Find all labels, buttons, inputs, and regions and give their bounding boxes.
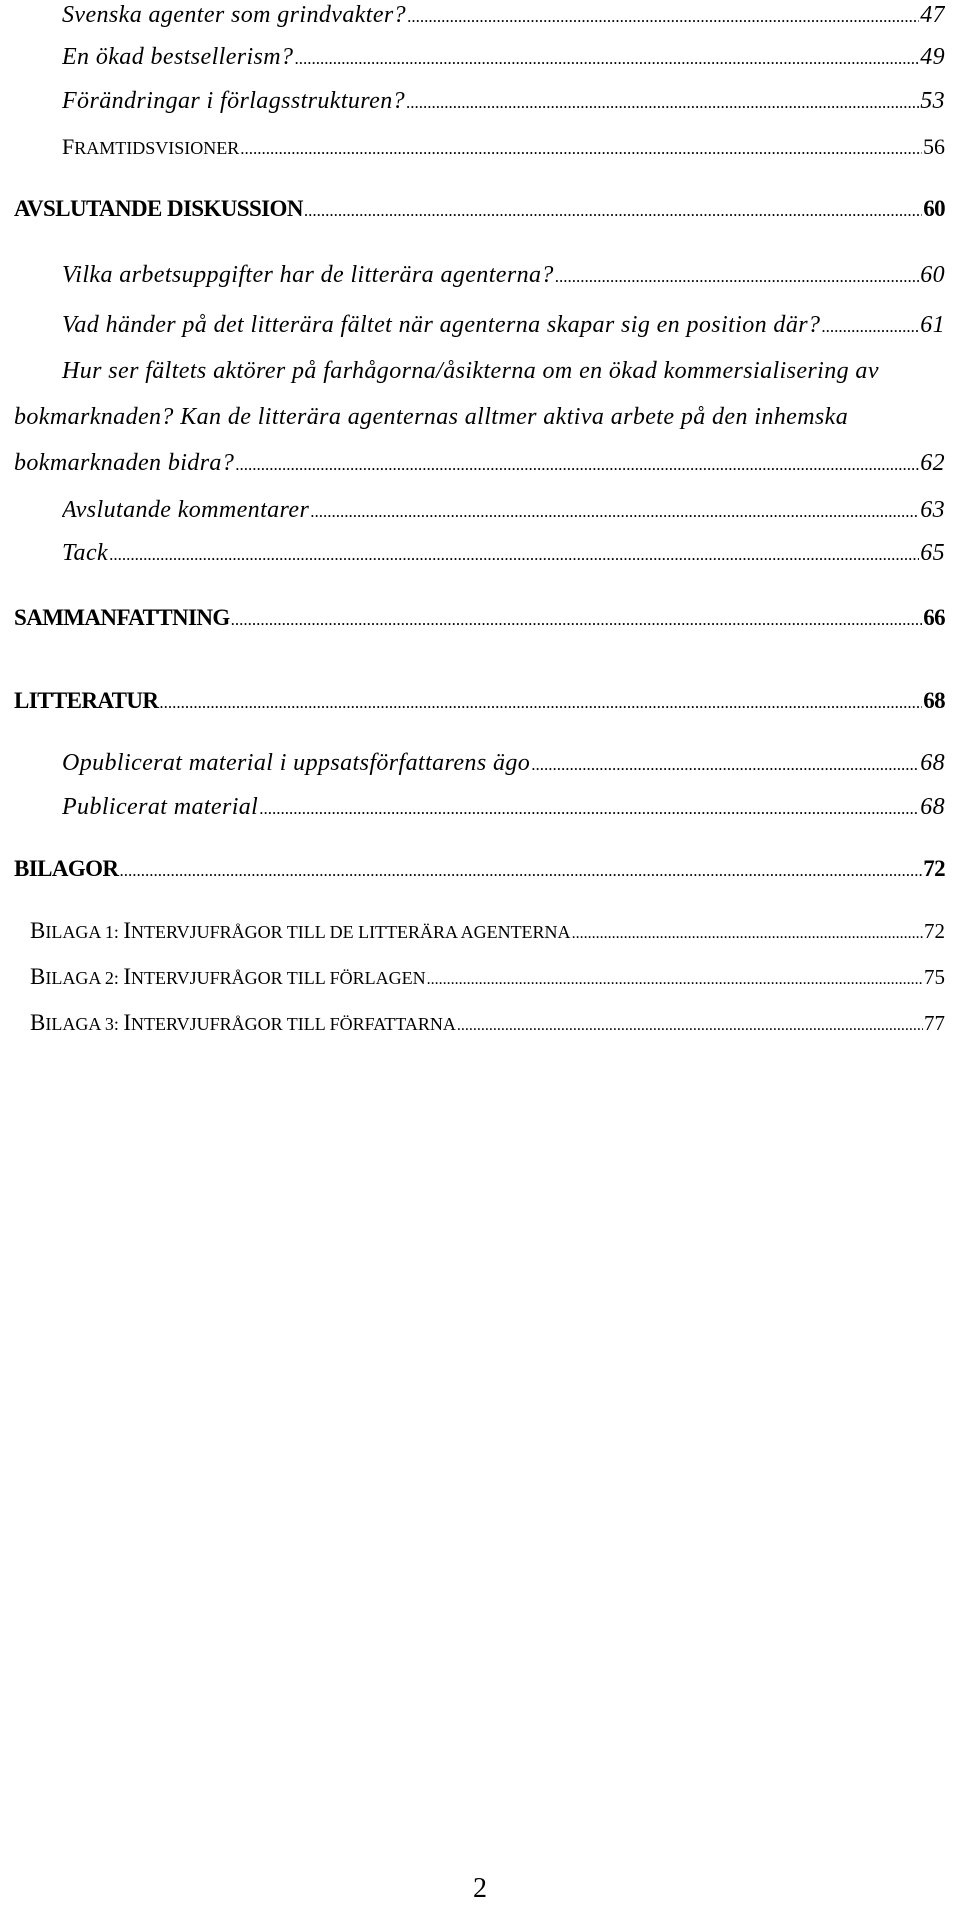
toc-entry — [62, 262, 945, 289]
toc-leader-dots — [406, 93, 919, 113]
toc-entry-page: 61 — [920, 312, 945, 338]
toc-entry — [62, 312, 945, 339]
toc-entry-title: Publicerat material — [62, 794, 259, 820]
toc-leader-dots — [294, 49, 919, 69]
toc-leader-dots — [259, 799, 919, 819]
toc-entry-wrapped-line-1: Hur ser fältets aktörer på farhågorna/åsikterna om en ökad kommersialisering av — [62, 358, 879, 384]
toc-entry-title: En ökad bestsellerism? — [62, 44, 294, 70]
toc-entry-page: 72 — [923, 856, 945, 881]
toc-leader-dots — [235, 455, 919, 475]
toc-entry-chapter — [14, 856, 945, 882]
toc-entry-appendix — [30, 964, 945, 990]
toc-leader-dots — [821, 317, 919, 337]
toc-entry-page: 53 — [920, 88, 945, 114]
toc-entry-page: 60 — [920, 262, 945, 288]
toc-entry — [62, 134, 945, 160]
toc-entry-page: 66 — [923, 605, 945, 630]
toc-leader-dots — [407, 7, 919, 27]
toc-entry-chapter — [14, 605, 945, 631]
toc-entry-title: Vad händer på det litterära fältet när agenterna skapar sig en position där? — [62, 312, 821, 338]
toc-entry-title: Tack — [62, 540, 109, 566]
toc-entry-page: 60 — [923, 196, 945, 221]
toc-entry-appendix — [30, 918, 945, 944]
toc-leader-dots — [457, 1017, 923, 1035]
toc-leader-dots — [572, 925, 923, 943]
toc-entry — [62, 88, 945, 115]
toc-entry-title: BILAGA 3: INTERVJUFRÅGOR TILL FÖRFATTARNA — [30, 1010, 456, 1035]
toc-entry-page: 65 — [920, 540, 945, 566]
toc-leader-dots — [531, 755, 919, 775]
toc-entry-title: Opublicerat material i uppsatsförfattarens ägo — [62, 750, 531, 776]
toc-entry-wrapped-line-2: bokmarknaden? Kan de litterära agenternas alltmer aktiva arbete på den inhemska — [14, 404, 849, 430]
toc-entry — [62, 497, 945, 524]
toc-entry — [62, 750, 945, 777]
toc-entry-page: 62 — [920, 450, 945, 476]
toc-entry-title: bokmarknaden bidra? — [14, 450, 235, 476]
toc-entry-page: 63 — [920, 497, 945, 523]
toc-leader-dots — [310, 502, 919, 522]
toc-entry — [14, 450, 945, 477]
toc-leader-dots — [304, 201, 922, 221]
toc-entry — [62, 794, 945, 821]
page-number: 2 — [473, 1873, 487, 1904]
toc-entry-page: 68 — [920, 794, 945, 820]
toc-entry-page: 75 — [924, 965, 945, 989]
toc-leader-dots — [109, 545, 919, 565]
toc-entry-page: 72 — [924, 919, 945, 943]
toc-entry-title: Svenska agenter som grindvakter? — [62, 2, 407, 28]
toc-entry-title: FRAMTIDSVISIONER — [62, 134, 240, 159]
toc-leader-dots — [555, 267, 919, 287]
toc-entry-page: 56 — [923, 134, 945, 159]
toc-entry-title: BILAGA 1: INTERVJUFRÅGOR TILL DE LITTERÄRA AGENTERNA — [30, 918, 571, 943]
toc-leader-dots — [159, 693, 922, 713]
toc-leader-dots — [231, 610, 923, 630]
toc-entry-title: Förändringar i förlagsstrukturen? — [62, 88, 406, 114]
toc-entry-title: BILAGOR — [14, 856, 119, 881]
toc-leader-dots — [427, 971, 923, 989]
toc-entry-page: 68 — [920, 750, 945, 776]
toc-entry — [62, 44, 945, 71]
toc-entry-chapter — [14, 196, 945, 222]
toc-entry-chapter — [14, 688, 945, 714]
toc-entry-page: 49 — [920, 44, 945, 70]
toc-entry-title: Vilka arbetsuppgifter har de litterära agenterna? — [62, 262, 554, 288]
toc-entry-title: Avslutande kommentarer — [62, 497, 310, 523]
toc-entry-appendix — [30, 1010, 945, 1036]
toc-entry-title: AVSLUTANDE DISKUSSION — [14, 196, 303, 221]
toc-entry-title: BILAGA 2: INTERVJUFRÅGOR TILL FÖRLAGEN — [30, 964, 426, 989]
toc-entry-page: 68 — [923, 688, 945, 713]
toc-leader-dots — [119, 861, 922, 881]
toc-entry — [62, 540, 945, 567]
toc-entry-title: SAMMANFATTNING — [14, 605, 230, 630]
toc-entry-title: LITTERATUR — [14, 688, 159, 713]
toc-entry — [62, 2, 945, 29]
toc-leader-dots — [240, 139, 922, 159]
toc-entry-page: 77 — [924, 1011, 945, 1035]
toc-entry-page: 47 — [920, 2, 945, 28]
